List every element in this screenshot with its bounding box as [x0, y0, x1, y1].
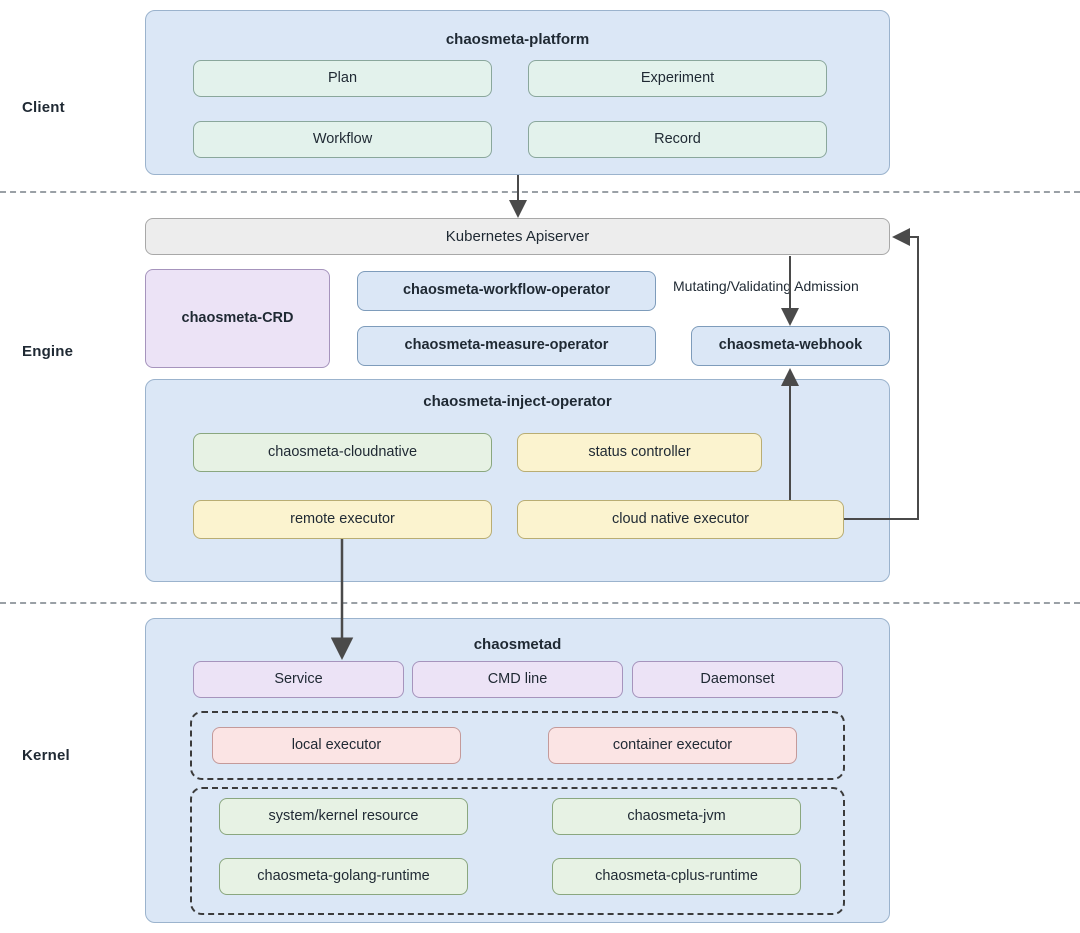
chaosmeta-golang-runtime-label: chaosmeta-golang-runtime — [257, 867, 430, 884]
chaosmeta-cloudnative-label: chaosmeta-cloudnative — [267, 443, 418, 460]
system-kernel-resource-label: system/kernel resource — [268, 807, 419, 824]
client-box-workflow[interactable] — [193, 121, 492, 158]
chaosmeta-measure-operator-box[interactable] — [357, 326, 656, 366]
kernel-box-service[interactable] — [193, 661, 404, 698]
chaosmeta-cloudnative-box[interactable] — [193, 433, 492, 472]
system-kernel-resource-box[interactable] — [219, 798, 468, 835]
client-panel-title: chaosmeta-platform — [445, 31, 590, 48]
layer-label-engine: Engine — [22, 343, 74, 360]
cloud-native-executor-box[interactable] — [517, 500, 844, 539]
cloud-native-executor-label: cloud native executor — [611, 510, 750, 527]
inject-operator-title: chaosmeta-inject-operator — [423, 393, 612, 410]
remote-executor-label: remote executor — [290, 510, 395, 527]
local-executor-label: local executor — [291, 736, 382, 753]
layer-label-kernel: Kernel — [22, 747, 70, 764]
chaosmeta-workflow-operator-label: chaosmeta-workflow-operator — [402, 282, 611, 299]
chaosmeta-webhook-label: chaosmeta-webhook — [718, 337, 863, 354]
container-executor-box[interactable] — [548, 727, 797, 764]
client-box-plan-label: Plan — [327, 69, 358, 86]
client-box-record[interactable] — [528, 121, 827, 158]
chaosmeta-jvm-label: chaosmeta-jvm — [627, 807, 726, 824]
chaosmeta-measure-operator-label: chaosmeta-measure-operator — [404, 337, 609, 354]
container-executor-label: container executor — [612, 736, 733, 753]
kernel-box-cmd-line-label: CMD line — [487, 670, 548, 687]
divider-engine-kernel — [0, 602, 1080, 604]
client-box-experiment[interactable] — [528, 60, 827, 97]
status-controller-label: status controller — [588, 443, 691, 460]
chaosmeta-cplus-runtime-box[interactable] — [552, 858, 801, 895]
inject-operator-panel — [145, 379, 890, 582]
chaosmeta-crd-box[interactable] — [145, 269, 330, 368]
chaosmeta-cplus-runtime-label: chaosmeta-cplus-runtime — [595, 867, 758, 884]
kernel-box-cmd-line[interactable] — [412, 661, 623, 698]
kernel-box-daemonset[interactable] — [632, 661, 843, 698]
client-box-record-label: Record — [654, 130, 701, 147]
client-box-experiment-label: Experiment — [640, 69, 715, 86]
status-controller-box[interactable] — [517, 433, 762, 472]
chaosmeta-webhook-box[interactable] — [691, 326, 890, 366]
local-executor-box[interactable] — [212, 727, 461, 764]
kubernetes-apiserver-label: Kubernetes Apiserver — [445, 227, 590, 245]
client-box-plan[interactable] — [193, 60, 492, 97]
kernel-box-daemonset-label: Daemonset — [700, 670, 775, 687]
kubernetes-apiserver-box[interactable] — [145, 218, 890, 255]
chaosmeta-golang-runtime-box[interactable] — [219, 858, 468, 895]
client-box-workflow-label: Workflow — [312, 130, 373, 147]
kernel-panel-title: chaosmetad — [473, 636, 562, 653]
remote-executor-box[interactable] — [193, 500, 492, 539]
chaosmeta-crd-label: chaosmeta-CRD — [181, 309, 294, 326]
chaosmeta-jvm-box[interactable] — [552, 798, 801, 835]
kernel-box-service-label: Service — [274, 670, 323, 687]
divider-client-engine — [0, 191, 1080, 193]
edge-label-admission: Mutating/Validating Admission — [673, 278, 859, 294]
layer-label-client: Client — [22, 99, 65, 116]
chaosmeta-workflow-operator-box[interactable] — [357, 271, 656, 311]
